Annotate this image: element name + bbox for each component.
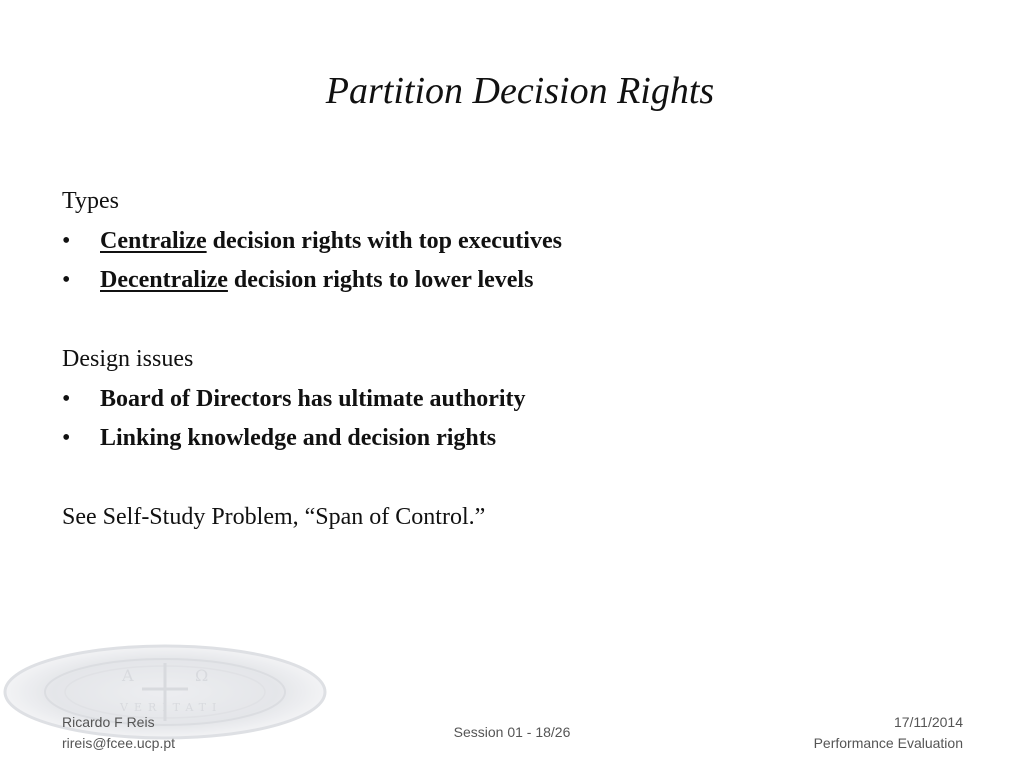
slide-title: Partition Decision Rights — [325, 70, 715, 112]
bullet-emphasis: Centralize — [100, 227, 207, 254]
reference-note: See Self-Study Problem, “Span of Control.” — [62, 504, 486, 530]
section-heading-types: Types — [62, 188, 119, 214]
section-gap — [62, 301, 962, 341]
session-page: Session 01 - 18/26 — [453, 724, 571, 740]
section-gap — [62, 459, 962, 499]
svg-text:Ω: Ω — [195, 666, 209, 685]
bullet-text: decision rights to lower levels — [227, 267, 534, 293]
footer-course — [814, 712, 963, 754]
slide-date: 17/11/2014 — [893, 714, 963, 730]
bullet-item — [62, 380, 962, 420]
seal-motto: VERITATI — [120, 701, 223, 714]
bullet-icon: • — [62, 425, 71, 451]
svg-text:A: A — [122, 666, 134, 685]
bullet-icon: • — [62, 227, 71, 254]
bullet-icon: • — [62, 267, 71, 293]
bullet-item — [62, 261, 962, 301]
bullet-text: Board of Directors has ultimate authority — [100, 385, 526, 412]
bullet-icon: • — [62, 385, 71, 412]
bullet-text: decision rights with top executives — [206, 227, 562, 254]
author-email: rireis@fcee.ucp.pt — [62, 735, 176, 751]
section-heading-design-issues: Design issues — [62, 346, 194, 372]
author-name: Ricardo F Reis — [62, 714, 155, 730]
bullet-item — [62, 419, 962, 459]
bullet-emphasis: Decentralize — [100, 267, 228, 293]
bullet-text: Linking knowledge and decision rights — [100, 425, 497, 451]
slide-body — [62, 182, 962, 538]
course-name: Performance Evaluation — [813, 735, 963, 751]
bullet-item — [62, 222, 962, 262]
